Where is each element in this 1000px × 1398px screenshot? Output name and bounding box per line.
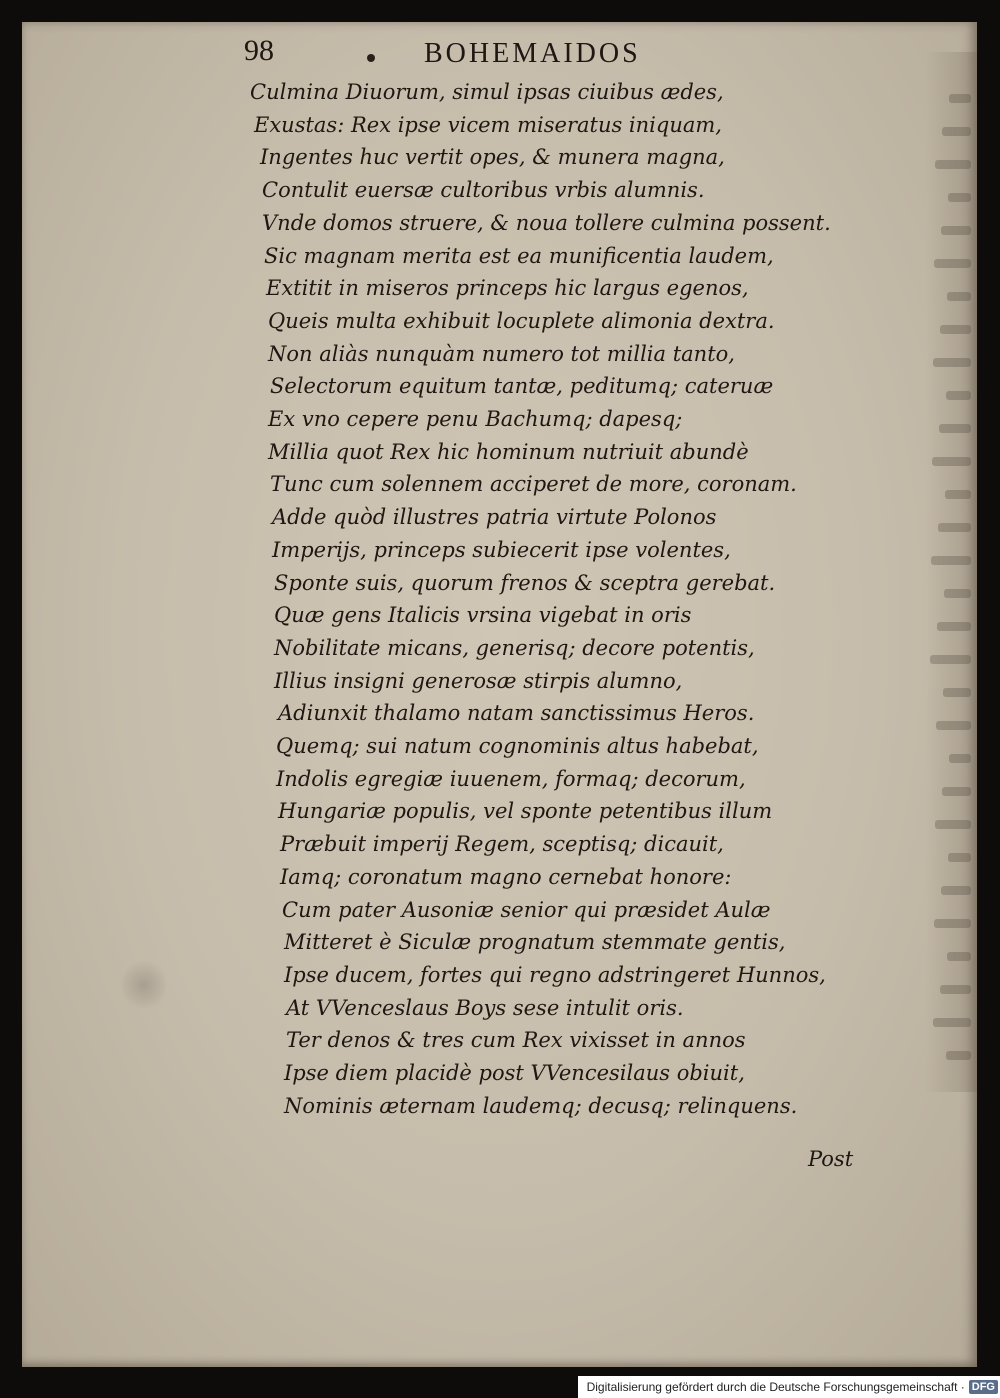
bleed-through-mark [946, 1051, 971, 1060]
bleed-through-mark [934, 259, 971, 268]
bleed-through-mark [949, 754, 971, 763]
bleed-through-mark [935, 160, 971, 169]
bleed-through-mark [938, 523, 971, 532]
verse-line: Quæ gens Italicis vrsina vigebat in oris [274, 603, 692, 628]
bleed-through-mark [945, 490, 971, 499]
verse-line: Vnde domos struere, & noua tollere culmina possent. [262, 210, 831, 235]
bleed-through-mark [942, 127, 971, 136]
bleed-through-mark [947, 292, 971, 301]
verse-line: Sic magnam merita est ea munificentia laudem, [264, 243, 774, 268]
bleed-through-mark [948, 193, 971, 202]
bleed-through-margin [925, 52, 977, 1092]
bleed-through-mark [934, 919, 971, 928]
bleed-through-mark [933, 358, 971, 367]
verse-line: Adiunxit thalamo natam sanctissimus Heros. [278, 701, 755, 726]
paper-stain [122, 957, 166, 1013]
verse-line: Nobilitate micans, generisq; decore potentis, [274, 635, 755, 660]
catchword: Post [808, 1147, 854, 1171]
verse-line: Nominis æternam laudemq; decusq; relinquens. [284, 1093, 798, 1118]
verse-line: Tunc cum solennem acciperet de more, coronam. [270, 472, 797, 497]
verse-line: Illius insigni generosæ stirpis alumno, [274, 668, 683, 693]
verse-line: Ter denos & tres cum Rex vixisset in annos [286, 1028, 746, 1053]
verse-line: Hungariæ populis, vel sponte petentibus illum [278, 799, 773, 824]
bleed-through-mark [940, 325, 971, 334]
page-number: 98 [244, 34, 274, 67]
verse-line: At VVenceslaus Boys sese intulit oris. [286, 995, 684, 1020]
verse-line: Non aliàs nunquàm numero tot millia tanto, [268, 341, 735, 366]
verse-line: Ingentes huc vertit opes, & munera magna, [260, 145, 725, 170]
bleed-through-mark [944, 589, 971, 598]
bleed-through-mark [943, 688, 971, 697]
bleed-through-mark [939, 424, 971, 433]
running-head: BOHEMAIDOS [424, 38, 641, 69]
bleed-through-mark [930, 655, 971, 664]
bleed-through-mark [941, 226, 971, 235]
bleed-through-mark [949, 94, 971, 103]
verse-line: Cum pater Ausoniæ senior qui præsidet Aulæ [282, 897, 771, 922]
verse-line: Sponte suis, quorum frenos & sceptra gerebat. [274, 570, 776, 595]
bleed-through-mark [948, 853, 971, 862]
verse-line: Iamq; coronatum magno cernebat honore: [280, 864, 732, 889]
bleed-through-mark [947, 952, 971, 961]
bleed-through-mark [931, 556, 971, 565]
verse-line: Selectorum equitum tantæ, peditumq; cateruæ [270, 374, 774, 399]
bleed-through-mark [933, 1018, 971, 1027]
verse-line: Ipse ducem, fortes qui regno adstringeret Hunnos, [284, 962, 826, 987]
header-ornament [367, 54, 375, 62]
page-header [22, 32, 977, 78]
verse-line: Millia quot Rex hic hominum nutriuit abundè [268, 439, 749, 464]
verse-line: Quemq; sui natum cognominis altus habebat, [276, 734, 759, 758]
bleed-through-mark [935, 820, 971, 829]
bleed-through-mark [932, 457, 971, 466]
verse-line: Ex vno cepere penu Bachumq; dapesq; [268, 407, 683, 431]
verse-line: Exustas: Rex ipse vicem miseratus iniquam, [254, 112, 722, 137]
verse-line: Mitteret è Siculæ prognatum stemmate gentis, [284, 930, 786, 955]
verse-line: Indolis egregiæ iuuenem, formaq; decorum, [276, 766, 746, 791]
bleed-through-mark [941, 886, 971, 895]
book-page [22, 22, 977, 1367]
bleed-through-mark [937, 622, 971, 631]
digitization-footer [578, 1376, 1000, 1398]
bleed-through-mark [942, 787, 971, 796]
verse-line: Adde quòd illustres patria virtute Polonos [272, 505, 717, 530]
dfg-logo: DFG [969, 1380, 998, 1394]
verse-line: Queis multa exhibuit locuplete alimonia dextra. [268, 308, 775, 333]
verse-line: Contulit euersæ cultoribus vrbis alumnis. [262, 178, 705, 203]
verse-line: Extitit in miseros princeps hic largus egenos, [266, 276, 749, 301]
bleed-through-mark [936, 721, 971, 730]
verse-line: Præbuit imperij Regem, sceptisq; dicauit, [280, 832, 724, 857]
verse-line: Culmina Diuorum, simul ipsas ciuibus ædes, [250, 80, 724, 104]
bleed-through-mark [946, 391, 971, 400]
bleed-through-mark [940, 985, 971, 994]
verse-line: Imperijs, princeps subiecerit ipse volentes, [272, 537, 731, 562]
verse-line: Ipse diem placidè post VVencesilaus obiuit, [284, 1061, 745, 1085]
funding-credit: Digitalisierung gefördert durch die Deutsche Forschungsgemeinschaft · [586, 1380, 965, 1394]
